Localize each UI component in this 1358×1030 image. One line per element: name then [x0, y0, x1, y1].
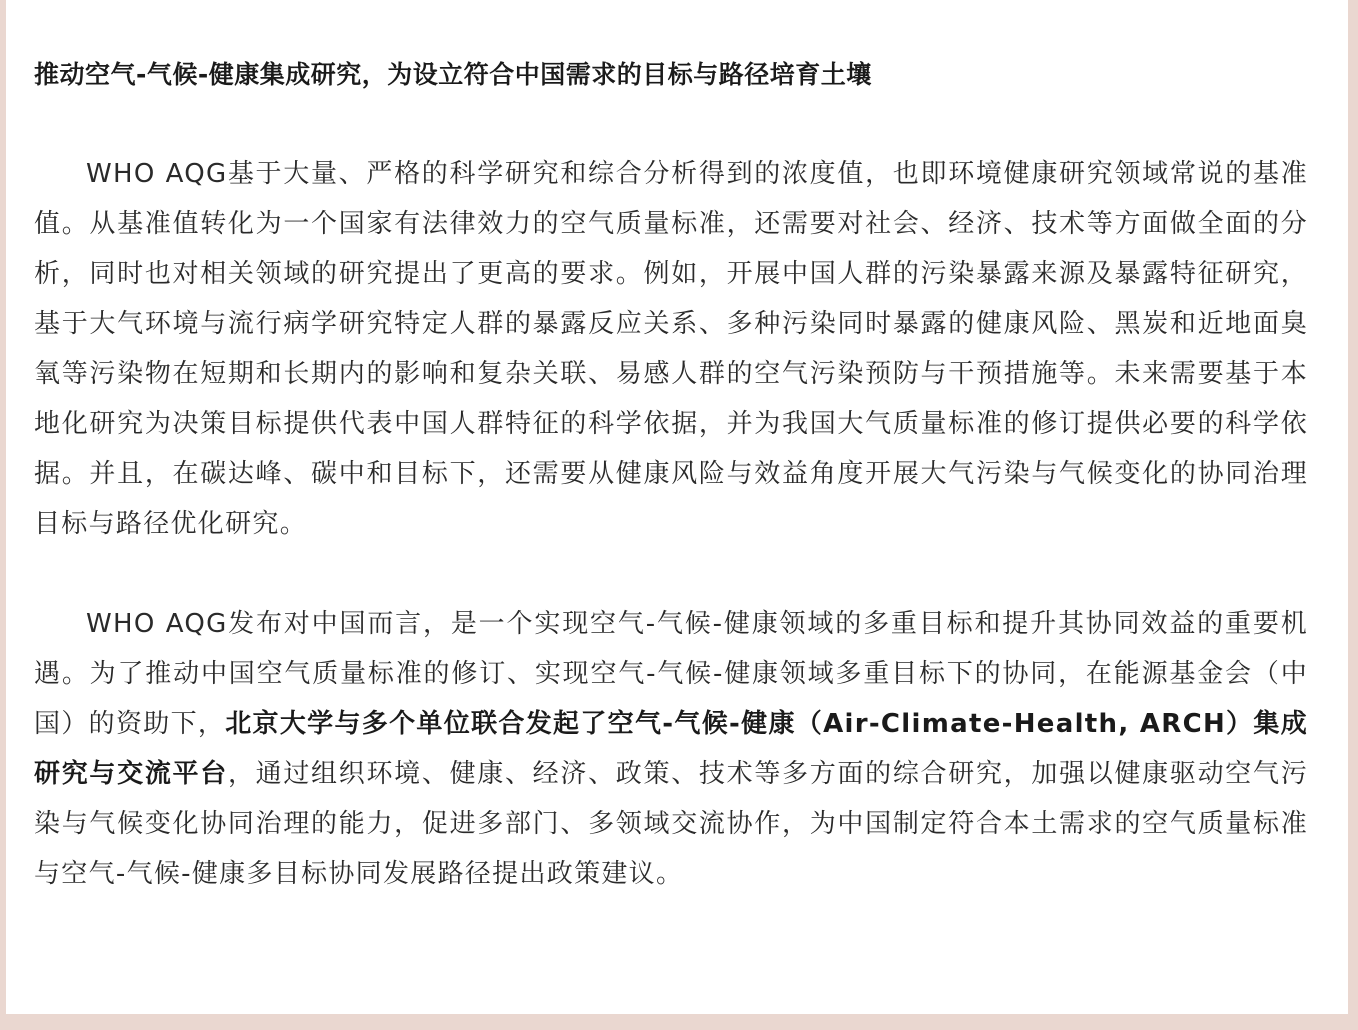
article-page	[6, 0, 1348, 1014]
arch-platform-highlight: 北京大学与多个单位联合发起了空气-气候-健康（Air-Climate-Health, ARCH）集成研究与交流平台	[34, 709, 1308, 789]
paragraph-text-conclusion: ，通过组织环境、健康、经济、政策、技术等多方面的综合研究，加强以健康驱动空气污染与气候变化协同治理的能力，促进多部门、多领域交流协作，为中国制定符合本土需求的空气质量标准与空气-气候-健康多目标协同发展路径提出政策建议。	[34, 759, 1308, 889]
paragraph-who-aqg-research: WHO AQG基于大量、严格的科学研究和综合分析得到的浓度值，也即环境健康研究领域常说的基准值。从基准值转化为一个国家有法律效力的空气质量标准，还需要对社会、经济、技术等方面做全面的分析，同时也对相关领域的研究提出了更高的要求。例如，开展中国人群的污染暴露来源及暴露特征研究，基于大气环境与流行病学研究特定人群的暴露反应关系、多种污染同时暴露的健康风险、黑炭和近地面臭氧等污染物在短期和长期内的影响和复杂关联、易感人群的空气污染预防与干预措施等。未来需要基于本地化研究为决策目标提供代表中国人群特征的科学依据，并为我国大气质量标准的修订提供必要的科学依据。并且，在碳达峰、碳中和目标下，还需要从健康风险与效益角度开展大气污染与气候变化的协同治理目标与路径优化研究。	[34, 159, 1308, 539]
section-heading: 推动空气-气候-健康集成研究，为设立符合中国需求的目标与路径培育土壤	[34, 60, 872, 89]
paragraph-arch-platform	[34, 599, 1308, 899]
paragraph-text-intro: WHO AQG发布对中国而言，是一个实现空气-气候-健康领域的多重目标和提升其协同效益的重要机遇。为了推动中国空气质量标准的修订、实现空气-气候-健康领域多重目标下的协同，在能源基金会（中国）的资助下，	[34, 609, 1308, 739]
